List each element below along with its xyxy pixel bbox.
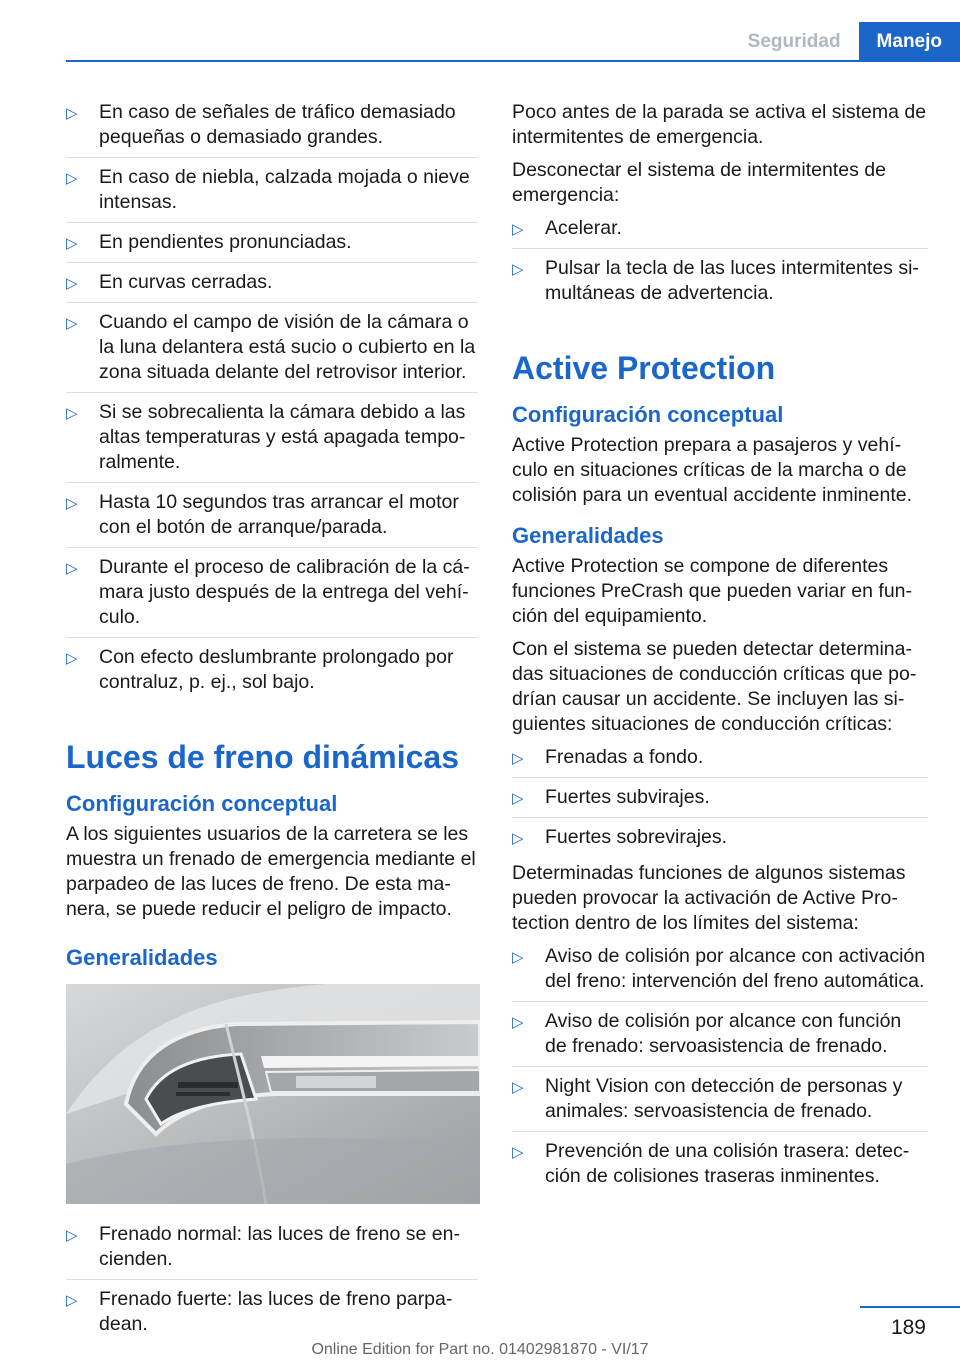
- tab-manejo[interactable]: Manejo: [859, 22, 960, 62]
- list-item-text: Fuertes sobrevirajes.: [545, 826, 728, 848]
- triangle-bullet-icon: ▷: [512, 750, 524, 767]
- triangle-bullet-icon: ▷: [66, 495, 78, 512]
- list-item-text: Si se sobrecalienta la cámara debido a las altas temperaturas y está apagada temporalmente.: [99, 401, 466, 473]
- list-item: [512, 256, 928, 313]
- list-item: [66, 490, 478, 548]
- left-column: [66, 100, 478, 1348]
- triangle-bullet-icon: ▷: [66, 1292, 78, 1309]
- intro-paragraph-disconnect: Desconectar el sistema de intermitentes de emergencia:: [512, 159, 886, 206]
- list-item: [512, 1139, 928, 1196]
- heading-concept: Configuración conceptual: [66, 791, 338, 816]
- triangle-bullet-icon: ▷: [66, 650, 78, 667]
- triangle-bullet-icon: ▷: [512, 949, 524, 966]
- triangle-bullet-icon: ▷: [512, 1079, 524, 1096]
- list-item: [66, 310, 478, 393]
- triangle-bullet-icon: ▷: [66, 315, 78, 332]
- list-item-text: Frenado normal: las luces de freno se encienden.: [99, 1223, 460, 1270]
- list-item-text: Pulsar la tecla de las luces intermitentes simultáneas de advertencia.: [545, 257, 919, 304]
- list-item: [66, 270, 478, 303]
- triangle-bullet-icon: ▷: [512, 1014, 524, 1031]
- list-item: [512, 825, 928, 857]
- list-item-text: Cuando el campo de visión de la cámara o la luna delantera está sucio o cubierto en la zona situada delante del retrovisor interior.: [99, 311, 476, 383]
- triangle-bullet-icon: ▷: [512, 1144, 524, 1161]
- brake-light-illustration: [66, 984, 480, 1204]
- list-item: [512, 1074, 928, 1132]
- list-item: [66, 165, 478, 223]
- concept-paragraph: Active Protection prepara a pasajeros y vehículo en situaciones críticas de la marcha o de colisión para un eventual accidente inminente.: [512, 434, 913, 506]
- triangle-bullet-icon: ▷: [512, 221, 524, 238]
- general-paragraph: Determinadas funciones de algunos sistemas pueden provocar la activación de Active Protection dentro de los límites del sistema:: [512, 862, 906, 934]
- intro-paragraph: Poco antes de la parada se activa el sistema de intermitentes de emergencia.: [512, 101, 927, 148]
- list-item-text: Hasta 10 segundos tras arrancar el motor con el botón de arranque/parada.: [99, 491, 459, 538]
- concept-paragraph: A los siguientes usuarios de la carretera se les muestra un frenado de emergencia mediante el parpadeo de las luces de freno. De esta manera, se puede reducir el peligro de impacto.: [66, 823, 476, 920]
- list-item-text: Acelerar.: [545, 217, 622, 239]
- footer-rule: [860, 1306, 960, 1308]
- header-rule: [66, 60, 960, 62]
- list-item-text: Fuertes subvirajes.: [545, 786, 710, 808]
- limitations-list: [66, 100, 478, 702]
- list-item: [66, 1222, 478, 1280]
- brake-behavior-list: [66, 1222, 478, 1344]
- triangle-bullet-icon: ▷: [66, 1227, 78, 1244]
- list-item-text: Prevención de una colisión trasera: detección de colisiones traseras inminentes.: [545, 1140, 910, 1187]
- heading-general: Generalidades: [512, 523, 664, 548]
- list-item: [512, 944, 928, 1002]
- list-item: [66, 230, 478, 263]
- general-paragraph: Active Protection se compone de diferentes funciones PreCrash que pueden variar en función del equipamiento.: [512, 555, 913, 627]
- page-number: 189: [890, 1316, 926, 1339]
- list-item: [66, 555, 478, 638]
- list-item: [66, 645, 478, 702]
- list-item: [512, 745, 928, 778]
- list-item-text: Night Vision con detección de personas y animales: servoasistencia de frenado.: [545, 1075, 903, 1122]
- triangle-bullet-icon: ▷: [66, 170, 78, 187]
- list-item-text: Durante el proceso de calibración de la cámara justo después de la entrega del vehículo.: [99, 556, 470, 628]
- list-item-text: En pendientes pronunciadas.: [99, 231, 352, 253]
- triangle-bullet-icon: ▷: [66, 235, 78, 252]
- list-item: [512, 785, 928, 818]
- list-item-text: Con efecto deslumbrante prolongado por contraluz, p. ej., sol bajo.: [99, 646, 454, 693]
- heading-general: Generalidades: [66, 945, 218, 970]
- triangle-bullet-icon: ▷: [512, 790, 524, 807]
- critical-situations-list: [512, 745, 928, 857]
- triangle-bullet-icon: ▷: [66, 275, 78, 292]
- list-item-text: En caso de señales de tráfico demasiado pequeñas o demasiado grandes.: [99, 101, 456, 148]
- list-item: [512, 216, 928, 249]
- list-item: [66, 1287, 478, 1344]
- list-item-text: En caso de niebla, calzada mojada o nieve intensas.: [99, 166, 470, 213]
- tab-seguridad[interactable]: Seguridad: [730, 22, 859, 62]
- list-item-text: En curvas cerradas.: [99, 271, 273, 293]
- list-item-text: Frenado fuerte: las luces de freno parpadean.: [99, 1288, 453, 1335]
- triangle-bullet-icon: ▷: [512, 830, 524, 847]
- triangle-bullet-icon: ▷: [66, 560, 78, 577]
- header-tabs: [730, 22, 960, 62]
- list-item-text: Aviso de colisión por alcance con activación del freno: intervención del freno automática.: [545, 945, 926, 992]
- list-item-text: Frenadas a fondo.: [545, 746, 704, 768]
- list-item: [66, 400, 478, 483]
- heading-concept: Configuración conceptual: [512, 402, 784, 427]
- triangle-bullet-icon: ▷: [512, 261, 524, 278]
- list-item: [66, 100, 478, 158]
- section-title-brake-lights: Luces de freno dinámicas: [66, 739, 460, 775]
- right-column: [512, 100, 928, 1200]
- footer-edition: Online Edition for Part no. 01402981870 - VI/17: [311, 1341, 649, 1358]
- triangle-bullet-icon: ▷: [66, 405, 78, 422]
- list-item: [512, 1009, 928, 1067]
- disconnect-steps-list: [512, 216, 928, 313]
- triangle-bullet-icon: ▷: [66, 105, 78, 122]
- general-paragraph: Con el sistema se pueden detectar determinadas situaciones de conducción críticas que podrían causar un accidente. Se incluyen las siguientes situaciones de conducción críticas:: [512, 638, 917, 735]
- section-title-active-protection: Active Protection: [512, 350, 776, 386]
- system-functions-list: [512, 944, 928, 1196]
- list-item-text: Aviso de colisión por alcance con función de frenado: servoasistencia de frenado.: [545, 1010, 902, 1057]
